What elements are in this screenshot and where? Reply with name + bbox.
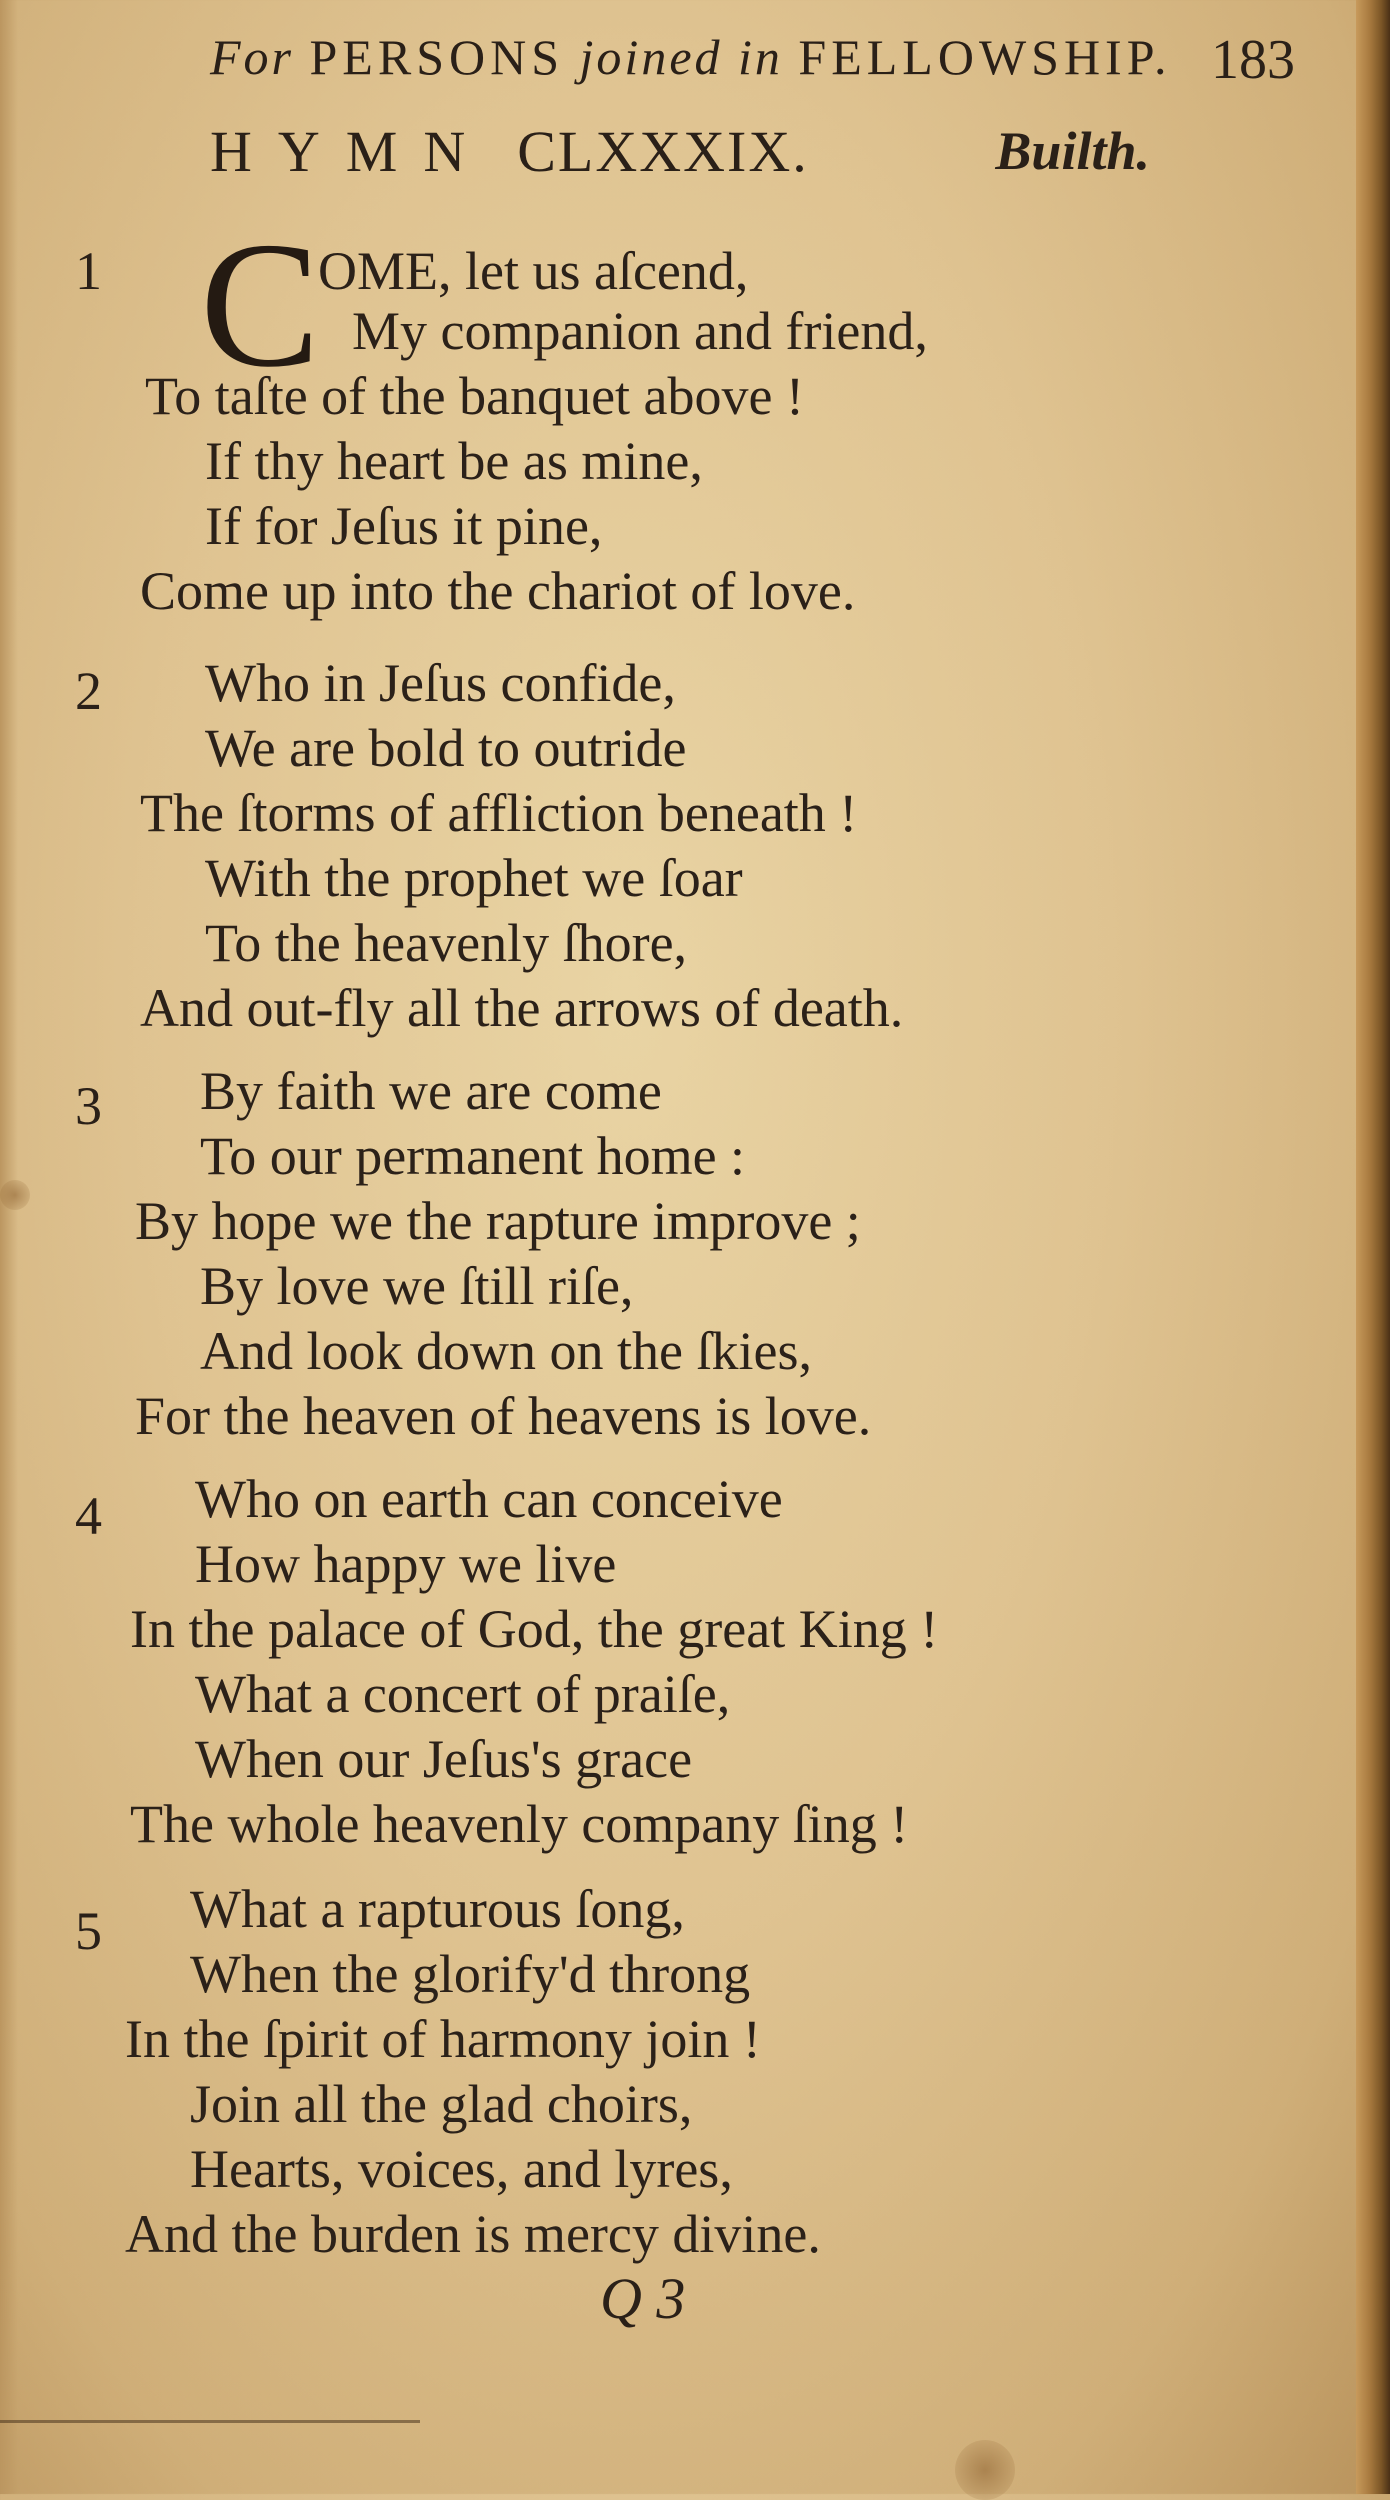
verse-line: How happy we live bbox=[195, 1534, 617, 1594]
verse-line: By love we ſtill riſe, bbox=[200, 1256, 634, 1316]
verse-line: What a concert of praiſe, bbox=[195, 1664, 731, 1724]
verse-line: In the ſpirit of harmony join ! bbox=[125, 2009, 761, 2069]
verse-line: Hearts, voices, and lyres, bbox=[190, 2139, 733, 2199]
verse-line: For the heaven of heavens is love. bbox=[135, 1386, 872, 1446]
header-joined-in: joined in bbox=[579, 29, 783, 85]
verse-number: 2 bbox=[75, 661, 102, 721]
running-header bbox=[210, 28, 1320, 98]
verse-line: And look down on the ſkies, bbox=[200, 1321, 812, 1381]
verse-line: To taſte of the banquet above ! bbox=[145, 366, 804, 426]
verse-number: 1 bbox=[75, 241, 102, 301]
hymn-number: CLXXXIX. bbox=[517, 119, 809, 184]
page-left-shadow bbox=[0, 0, 18, 2494]
verse-line: My companion and friend, bbox=[352, 301, 928, 361]
foxing-stain bbox=[955, 2440, 1015, 2500]
verse-line: With the prophet we ſoar bbox=[205, 848, 743, 908]
verse-number: 3 bbox=[75, 1076, 102, 1136]
header-persons: PERSONS bbox=[309, 29, 565, 85]
verse-line: When the glorify'd throng bbox=[190, 1944, 751, 2004]
verse-line: By hope we the rapture improve ; bbox=[135, 1191, 861, 1251]
page-number: 183 bbox=[1211, 29, 1295, 91]
verse-line: If for Jeſus it pine, bbox=[205, 496, 603, 556]
verse-line: To our permanent home : bbox=[200, 1126, 746, 1186]
verse-line: OME, let us aſcend, bbox=[318, 241, 749, 301]
verse-line: Join all the glad choirs, bbox=[190, 2074, 693, 2134]
signature-mark: Q 3 bbox=[600, 2266, 686, 2331]
page-right-edge bbox=[1356, 0, 1390, 2494]
bottom-rule bbox=[0, 2420, 420, 2423]
header-for: For bbox=[210, 29, 294, 85]
verse-line: By faith we are come bbox=[200, 1061, 662, 1121]
verse-line: And the burden is mercy divine. bbox=[125, 2204, 821, 2264]
hymn-title bbox=[210, 118, 1210, 198]
foxing-stain bbox=[0, 1180, 30, 1210]
verse-line: Who on earth can conceive bbox=[195, 1469, 783, 1529]
verse-line: If thy heart be as mine, bbox=[205, 431, 703, 491]
verse-line: And out-fly all the arrows of death. bbox=[140, 978, 904, 1038]
verse-line: What a rapturous ſong, bbox=[190, 1879, 685, 1939]
header-fellowship: FELLOWSHIP. bbox=[798, 29, 1172, 85]
verse-number: 4 bbox=[75, 1486, 102, 1546]
verse-line: The whole heavenly company ſing ! bbox=[130, 1794, 909, 1854]
drop-cap: C bbox=[200, 205, 321, 404]
tune-name: Builth. bbox=[995, 121, 1150, 181]
verse-number: 5 bbox=[75, 1901, 102, 1961]
verse-line: When our Jeſus's grace bbox=[195, 1729, 693, 1789]
verse-line: Come up into the chariot of love. bbox=[140, 561, 856, 621]
hymn-label: HYMN bbox=[210, 119, 492, 184]
verse-line: In the palace of God, the great King ! bbox=[130, 1599, 939, 1659]
verse-line: The ſtorms of affliction beneath ! bbox=[140, 783, 858, 843]
verse-line: To the heavenly ſhore, bbox=[205, 913, 688, 973]
verse-line: Who in Jeſus confide, bbox=[205, 653, 676, 713]
verse-line: We are bold to outride bbox=[205, 718, 687, 778]
